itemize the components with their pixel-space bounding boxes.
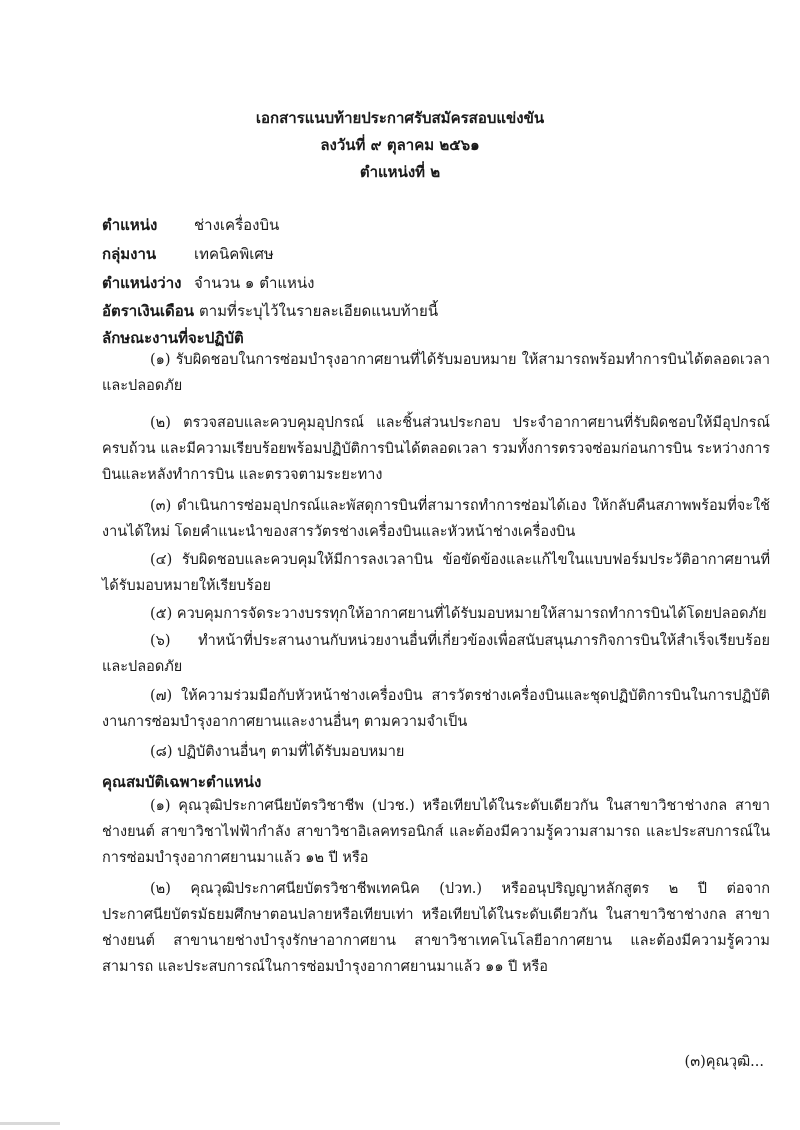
duty-text: (๘) ปฏิบัติงานอื่นๆ ตามที่ได้รับมอบหมาย	[150, 744, 405, 760]
field-vacancy	[102, 271, 315, 295]
field-label: ตำแหน่ง	[102, 216, 158, 234]
qualification-item	[102, 793, 770, 871]
position-number: ตำแหน่งที่ ๒	[359, 163, 441, 181]
duty-item	[102, 493, 770, 545]
field-value: ตามที่ระบุไว้ในรายละเอียดแนบท้ายนี้	[199, 302, 439, 320]
duty-item	[102, 347, 770, 399]
field-value: จำนวน ๑ ตำแหน่ง	[194, 274, 315, 292]
duty-text: (๒) ตรวจสอบและควบคุมอุปกรณ์ และชิ้นส่วนประกอบ ประจำอากาศยานที่รับผิดชอบให้มีอุปกรณ์ครบถ้วน และมีความเรียบร้อยพร้อมปฏิบัติการบินได้ตลอดเวลา รวมทั้งการตรวจซ่อมก่อนการบิน ระหว่างการบินและหลังทำการบิน และตรวจตามระยะทาง	[102, 415, 770, 483]
continuation-note: (๓)คุณวุฒิ...	[684, 1054, 764, 1070]
field-label: ตำแหน่งว่าง	[102, 274, 182, 292]
duty-text: (๗) ให้ความร่วมมือกับหัวหน้าช่างเครื่องบิน สารวัตรช่างเครื่องบินและชุดปฏิบัติการบินในการปฏิบัติงานการซ่อมบำรุงอากาศยานและงานอื่นๆ ตามความจำเป็น	[102, 688, 770, 730]
duty-item	[102, 683, 770, 735]
scan-edge-mark	[0, 1122, 60, 1125]
duty-text: (๔) รับผิดชอบและควบคุมให้มีการลงเวลาบิน ข้อขัดข้องและแก้ไขในแบบฟอร์มประวัติอากาศยานที่ได้รับมอบหมายให้เรียบร้อย	[102, 552, 770, 594]
duties-heading: ลักษณะงานที่จะปฏิบัติ	[102, 329, 244, 347]
field-position	[102, 213, 279, 237]
duty-item	[102, 410, 770, 488]
field-value: ช่างเครื่องบิน	[194, 216, 280, 234]
duty-item	[102, 547, 770, 599]
document-date: ลงวันที่ ๙ ตุลาคม ๒๕๖๑	[320, 136, 480, 154]
duty-item	[102, 739, 770, 765]
qualification-text: (๑) คุณวุฒิประกาศนียบัตรวิชาชีพ (ปวช.) หรือเทียบได้ในระดับเดียวกัน ในสาขาวิชาช่างกล สาขาช่างยนต์ สาขาวิชาไฟฟ้ากำลัง สาขาวิชาอิเลคทรอนิกส์ และต้องมีความรู้ความสามารถ และประสบการณ์ในการซ่อมบำรุงอากาศยานมาแล้ว ๑๒ ปี หรือ	[102, 798, 770, 866]
qualification-item	[102, 876, 770, 980]
field-value: เทคนิคพิเศษ	[194, 245, 274, 263]
field-salary	[102, 299, 438, 323]
duty-item	[102, 601, 770, 627]
duty-text: (๖) ทำหน้าที่ประสานงานกับหน่วยงานอื่นที่เกี่ยวข้องเพื่อสนับสนุนภารกิจการบินให้สำเร็จเรียบร้อยและปลอดภัย	[102, 633, 770, 675]
duty-text: (๓) ดำเนินการซ่อมอุปกรณ์และพัสดุการบินที่สามารถทำการซ่อมได้เอง ให้กลับคืนสภาพพร้อมที่จะใช้งานได้ใหม่ โดยคำแนะนำของสารวัตรช่างเครื่องบินและหัวหน้าช่างเครื่องบิน	[102, 498, 770, 540]
qualification-text: (๒) คุณวุฒิประกาศนียบัตรวิชาชีพเทคนิค (ปวท.) หรืออนุปริญญาหลักสูตร ๒ ปี ต่อจากประกาศนียบัตรมัธยมศึกษาตอนปลายหรือเทียบเท่า หรือเทียบได้ในระดับเดียวกัน ในสาขาวิชาช่างกล สาขาช่างยนต์ สาขานายช่างบำรุงรักษาอากาศยาน สาขาวิชาเทคโนโลยีอากาศยาน และต้องมีความรู้ความสามารถ และประสบการณ์ในการซ่อมบำรุงอากาศยานมาแล้ว ๑๑ ปี หรือ	[102, 881, 770, 975]
duty-text: (๕) ควบคุมการจัดระวางบรรทุกให้อากาศยานที่ได้รับมอบหมายให้สามารถทำการบินได้โดยปลอดภัย	[150, 606, 767, 622]
field-work-group	[102, 242, 274, 266]
field-label: อัตราเงินเดือน	[102, 302, 195, 320]
document-title: เอกสารแนบท้ายประกาศรับสมัครสอบแข่งขัน	[255, 109, 545, 127]
field-label: กลุ่มงาน	[102, 245, 157, 263]
duty-text: (๑) รับผิดชอบในการซ่อมบำรุงอากาศยานที่ได้รับมอบหมาย ให้สามารถพร้อมทำการบินได้ตลอดเวลาและปลอดภัย	[102, 352, 770, 394]
qualifications-heading: คุณสมบัติเฉพาะตำแหน่ง	[102, 773, 262, 791]
duty-item	[102, 628, 770, 680]
